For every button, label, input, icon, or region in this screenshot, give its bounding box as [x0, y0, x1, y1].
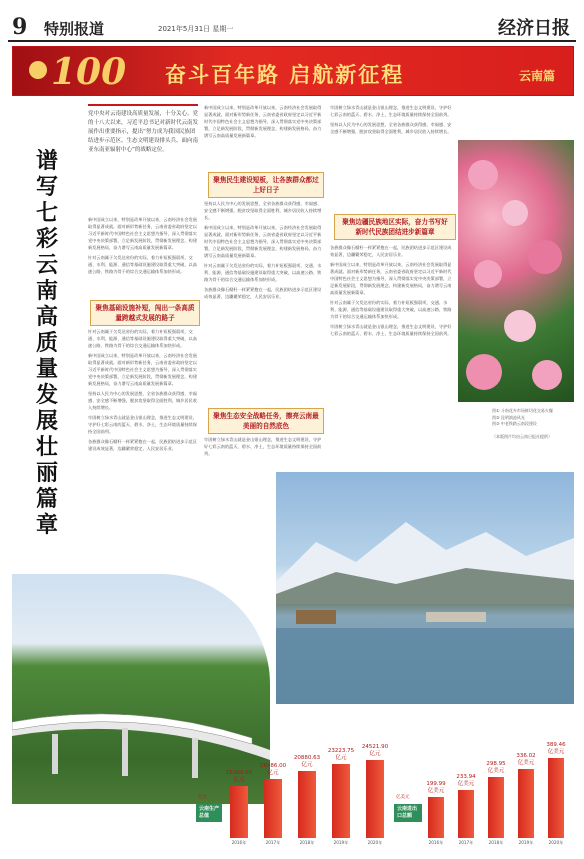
village-shape — [426, 612, 486, 622]
bar-unit-label: 亿美元 — [517, 760, 535, 767]
lead-paragraph: 党中央对云南建设高质量发展，十分关心。党的十八大以来，习近平总书记对新时代云南发展作出重要指示，提出“努力成为我国民族团结进步示范区、生态文明建设排头兵、面向南亚东南亚辐射中心”的战略定位。 — [88, 104, 198, 155]
bar-category-label: 2020年 — [367, 840, 383, 845]
masthead — [8, 10, 576, 42]
bar-value-label: 336.02 — [516, 753, 536, 760]
article-paragraph: 新中国成立以来，特别是改革开放以来，云南经济社会发展取得显著成就。面对新形势新任务，云南省委省政府坚定以习近平新时代中国特色社会主义思想为指导，深入贯彻落实党中央决策部署，立足新发展阶段，贯彻新发展理念，构建新发展格局，奋力谱写云南高质量发展新篇章。 — [88, 353, 197, 386]
chart-bar — [458, 790, 474, 838]
centenary-logo: 100 — [51, 51, 127, 93]
article-paragraph: 针对云南属于欠发达省份的实际，着力补短板强弱项，交通、水利、能源、通信等基础设施建设取得重大突破，以高速公路、铁路为骨干的综合交通运输体系加快形成。 — [330, 300, 452, 319]
bar-unit-label: 亿美元 — [547, 749, 565, 756]
flower-blossom — [468, 160, 498, 190]
chart-bar — [488, 777, 504, 838]
article-column-1 — [88, 216, 198, 296]
bar-category-label: 2018年 — [299, 840, 315, 845]
flower-blossom — [528, 240, 562, 274]
chart-bar — [366, 760, 384, 838]
article-paragraph: 针对云南属于欠发达省份的实际，着力补短板强弱项，交通、水利、能源、通信等基础设施建设取得重大突破，以高速公路、铁路为骨干的综合交通运输体系加快形成。 — [204, 263, 322, 282]
article-paragraph: 针对云南属于欠发达省份的实际，着力补短板强弱项，交通、水利、能源、通信等基础设施建设取得重大突破，以高速公路、铁路为骨干的综合交通运输体系加快形成。 — [88, 255, 197, 274]
trade-chart-unit: 亿美元 — [396, 795, 410, 800]
bar-category-label: 2017年 — [265, 840, 281, 845]
article-paragraph: 牢固树立绿水青山就是金山银山理念，推进生态文明建设，守护好七彩云南的蓝天、碧水、净土，生态环境质量持续保持全国前列。 — [204, 437, 322, 456]
chart-bar — [428, 797, 444, 838]
party-emblem-icon — [29, 61, 47, 79]
flower-blossom — [532, 360, 562, 390]
article-paragraph: 新中国成立以来，特别是改革开放以来，云南经济社会发展取得显著成就。面对新形势新任务，云南省委省政府坚定以习近平新时代中国特色社会主义思想为指导，深入贯彻落实党中央决策部署，立足新发展阶段，贯彻新发展理念，构建新发展格局，奋力谱写云南高质量发展新篇章。 — [88, 217, 197, 250]
article-column-4 — [204, 200, 322, 400]
gdp-chart-title: 云南生产总值 — [196, 804, 222, 822]
chart-bar — [298, 771, 316, 838]
article-paragraph: 坚持以人民为中心的发展思想，全省各族群众获得感、幸福感、安全感不断增强，脱贫攻坚取得全面胜利，城乡居民收入持续增长。 — [330, 122, 452, 134]
bar-value-label: 298.95 — [486, 760, 506, 767]
bar-unit-label: 亿美元 — [487, 767, 505, 774]
bar-category-label: 2017年 — [458, 840, 474, 845]
bar-category-label: 2020年 — [548, 840, 564, 845]
subhead-ecology: 聚焦生态安全战略任务，擦亮云南最美丽的自然底色 — [208, 408, 324, 434]
flower-blossom — [502, 200, 528, 226]
bar-category-label: 2016年 — [231, 840, 247, 845]
lake-landscape-photo — [276, 472, 574, 704]
article-column-2 — [88, 328, 198, 574]
bridge-pier-shape — [122, 728, 128, 776]
bar-category-label: 2019年 — [333, 840, 349, 845]
bar-unit-label: 亿美元 — [457, 781, 475, 788]
bar-value-label: 20880.63 — [293, 755, 321, 762]
chart-bar — [548, 758, 564, 838]
bar-unit-label: 亿元 — [335, 754, 347, 761]
article-paragraph: 针对云南属于欠发达省份的实际，着力补短板强弱项，交通、水利、能源、通信等基础设施建设取得重大突破，以高速公路、铁路为骨干的综合交通运输体系加快形成。 — [88, 329, 197, 348]
bar-unit-label: 亿元 — [369, 750, 381, 757]
main-headline: 谱写七彩云南高质量发展壮丽篇章 — [36, 148, 59, 538]
section-title: 特别报道 — [44, 20, 105, 38]
photo-credit: （本版图片均由云南日报社提供） — [492, 434, 552, 439]
bridge-pier-shape — [52, 734, 58, 774]
bar-unit-label: 亿元 — [301, 762, 313, 769]
flower-market-photo — [458, 140, 574, 402]
article-paragraph: 新中国成立以来，特别是改革开放以来，云南经济社会发展取得显著成就。面对新形势新任务，云南省委省政府坚定以习近平新时代中国特色社会主义思想为指导，深入贯彻落实党中央决策部署，立足新发展阶段，贯彻新发展理念，构建新发展格局，奋力谱写云南高质量发展新篇章。 — [204, 225, 322, 258]
bar-value-label: 16369.00 — [225, 769, 253, 776]
centenary-banner — [12, 46, 574, 96]
bar-value-label: 24521.90 — [361, 743, 389, 750]
article-paragraph: 牢固树立绿水青山就是金山银山理念，推进生态文明建设，守护好七彩云南的蓝天、碧水、净土，生态环境质量持续保持全国前列。 — [330, 324, 452, 336]
page-number: 9 — [12, 14, 28, 40]
bar-category-label: 2016年 — [428, 840, 444, 845]
article-paragraph: 各族群众像石榴籽一样紧紧抱在一起，民族团结进步示范区建设成效显著，边疆繁荣稳定，人民安居乐业。 — [88, 439, 197, 451]
gdp-chart-unit: 亿元 — [198, 795, 207, 800]
article-column-6 — [330, 104, 452, 208]
photo-caption: 图① 斗南花卉市场鲜切花交易火爆 图② 昆明滇池风光 图③ 中老铁路云南段建设 — [492, 408, 553, 426]
bar-category-label: 2018年 — [488, 840, 504, 845]
article-paragraph: 坚持以人民为中心的发展思想，全省各族群众获得感、幸福感、安全感不断增强，脱贫攻坚取得全面胜利，城乡居民收入持续增长。 — [88, 391, 197, 410]
mountain-lake-illustration — [276, 472, 574, 704]
banner-slogan: 奋斗百年路 启航新征程 — [165, 63, 405, 87]
bar-value-label: 23223.75 — [327, 747, 355, 754]
haystack-shape — [296, 610, 336, 624]
flower-blossom — [504, 310, 536, 342]
article-paragraph: 牢固树立绿水青山就是金山银山理念，推进生态文明建设，守护好七彩云南的蓝天、碧水、净土，生态环境质量持续保持全国前列。 — [330, 105, 452, 117]
flower-blossom — [474, 260, 502, 288]
chart-bar — [332, 764, 350, 838]
article-column-5 — [204, 436, 322, 468]
bar-unit-label: 亿元 — [233, 776, 245, 783]
bar-value-label: 233.94 — [456, 774, 476, 781]
article-paragraph: 新中国成立以来，特别是改革开放以来，云南经济社会发展取得显著成就。面对新形势新任务，云南省委省政府坚定以习近平新时代中国特色社会主义思想为指导，深入贯彻落实党中央决策部署，立足新发展阶段，贯彻新发展理念，构建新发展格局，奋力谱写云南高质量发展新篇章。 — [330, 262, 452, 295]
bar-unit-label: 亿元 — [267, 769, 279, 776]
bar-value-label: 389.46 — [546, 742, 566, 749]
article-column-3 — [204, 104, 322, 164]
bar-unit-label: 亿美元 — [427, 788, 445, 794]
economic-charts — [196, 720, 574, 850]
article-paragraph: 各族群众像石榴籽一样紧紧抱在一起，民族团结进步示范区建设成效显著，边疆繁荣稳定，人民安居乐业。 — [204, 287, 322, 299]
article-paragraph: 牢固树立绿水青山就是金山银山理念，推进生态文明建设，守护好七彩云南的蓝天、碧水、净土，生态环境质量持续保持全国前列。 — [88, 415, 197, 434]
newspaper-name: 经济日报 — [498, 18, 570, 39]
trade-chart-title: 云南进出口总额 — [394, 804, 422, 822]
article-paragraph: 各族群众像石榴籽一样紧紧抱在一起，民族团结进步示范区建设成效显著，边疆繁荣稳定，人民安居乐业。 — [330, 245, 452, 257]
subhead-livelihood: 聚焦民生建设短板，让各族群众都过上好日子 — [208, 172, 324, 198]
chart-bar — [230, 786, 248, 838]
article-paragraph: 坚持以人民为中心的发展思想，全省各族群众获得感、幸福感、安全感不断增强，脱贫攻坚取得全面胜利，城乡居民收入持续增长。 — [204, 201, 322, 220]
subhead-ethnic-unity: 聚焦边疆民族地区实际，奋力书写好新时代民族团结进步新篇章 — [334, 214, 456, 240]
bar-value-label: 199.99 — [426, 781, 446, 787]
article-column-7 — [330, 244, 452, 466]
bar-value-label: 18486.00 — [259, 762, 287, 769]
subhead-infrastructure: 聚焦基础设施补短，闯出一条高质量跨越式发展的路子 — [90, 300, 200, 326]
article-paragraph: 新中国成立以来，特别是改革开放以来，云南经济社会发展取得显著成就。面对新形势新任务，云南省委省政府坚定以习近平新时代中国特色社会主义思想为指导，深入贯彻落实党中央决策部署，立足新发展阶段，贯彻新发展理念，构建新发展格局，奋力谱写云南高质量发展新篇章。 — [204, 105, 322, 138]
issue-date: 2021年5月31日 星期一 — [158, 25, 234, 33]
chart-bar — [518, 769, 534, 838]
bar-category-label: 2019年 — [518, 840, 534, 845]
lake-water-shape — [276, 628, 574, 704]
chart-bar — [264, 779, 282, 838]
province-label: 云南篇 — [518, 69, 555, 83]
flower-blossom — [466, 354, 502, 390]
